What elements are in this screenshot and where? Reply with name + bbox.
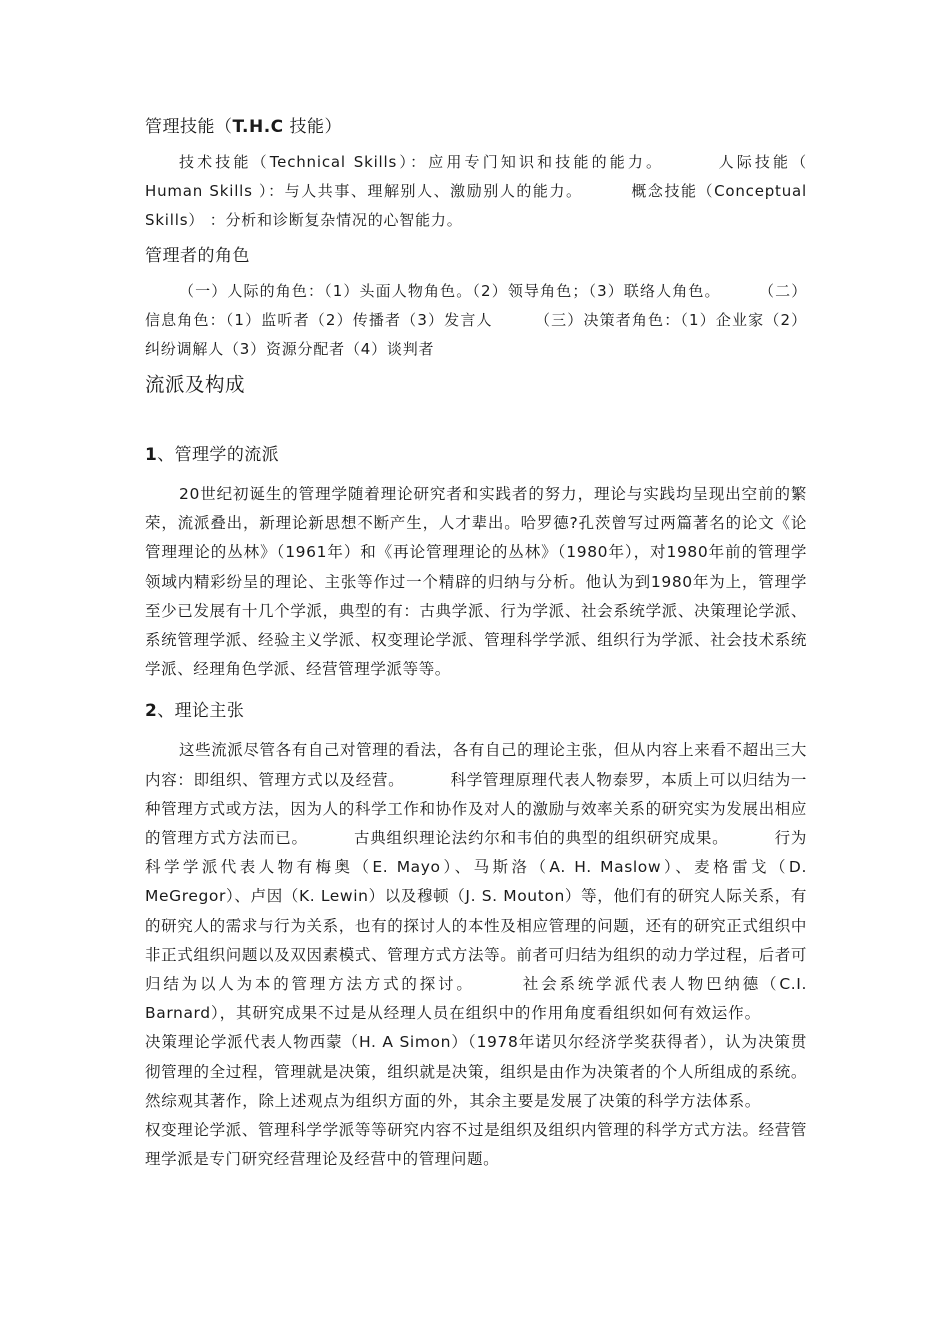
- theories-sentence-2: 科学管理原理代表人物泰罗，本质上可以归结为一种管理方式或方法，因为人的科学工作和协作及对人的激励与效率关系的研究实为发展出相应的管理方式方法而已。: [145, 770, 808, 848]
- heading-skills-bold: T.H.C: [232, 117, 284, 137]
- heading-schools-sub2: [145, 696, 807, 726]
- sub2-number: 2: [145, 701, 158, 722]
- heading-skills-prefix: 管理技能（: [145, 117, 233, 137]
- human-skills-text: 人际技能（ Human Skills ）：与人共事、理解别人、激励别人的能力。: [145, 153, 807, 200]
- paragraph-theories: [145, 736, 807, 1174]
- theories-sentence-4: 行为科学学派代表人物有梅奥（E. Mayo）、马斯洛（A. H. Maslow）、麦格雷戈（D. MeGregor）、卢因（K. Lewin）以及穆顿（J. S. Mouton）等，他们有的研究人际关系，有的研究人的需求与行为关系，也有的探讨人的本性及相应管理的问题，还有的研究正式组织中非正式组织问题以及双因素模式、管理方式方法等。前者可归结为组织的动力学过程，后者可归结为以人为本的管理方法方式的探讨。: [145, 829, 807, 994]
- theories-sentence-1: 这些流派尽管各有自己对管理的看法，各有自己的理论主张，但从内容上来看不超出三大内容：即组织、管理方式以及经营。: [145, 741, 807, 789]
- informational-roles-text: （二）信息角色：（1）监听者（2）传播者（3）发言人: [145, 282, 807, 329]
- decisional-roles-text: （三）决策者角色：（1）企业家（2）纠纷调解人（3）资源分配者（4）谈判者: [145, 311, 807, 358]
- technical-skills-text: 技术技能（Technical Skills）：应用专门知识和技能的能力。: [179, 153, 665, 171]
- theories-sentence-5: 社会系统学派代表人物巴纳德（C.I. Barnard），其研究成果不过是从经理人员在组织中的作用角度看组织如何有效运作。: [145, 975, 807, 1023]
- document-content: [145, 112, 807, 1186]
- theories-sentence-6: 决策理论学派代表人物西蒙（H. A Simon）（1978年诺贝尔经济学奖获得者），认为决策贯彻管理的全过程，管理就是决策，组织就是决策，组织是由作为决策者的个人所组成的系统。然综观其著作，除上述观点为组织方面的外，其余主要是发展了决策的科学方法体系。: [145, 1033, 807, 1110]
- heading-manager-roles: 管理者的角色: [145, 246, 250, 266]
- heading-schools: 流派及构成: [145, 373, 246, 396]
- interpersonal-roles-text: （一）人际的角色：（1）头面人物角色。（2）领导角色；（3）联络人角色。: [179, 282, 721, 300]
- theories-sentence-7: 权变理论学派、管理科学学派等等研究内容不过是组织及组织内管理的科学方式方法。经营管理学派是专门研究经营理论及经营中的管理问题。: [145, 1121, 807, 1169]
- sub1-title: 、管理学的流派: [157, 445, 280, 465]
- paragraph-skills: [145, 148, 807, 235]
- heading-management-skills: [145, 112, 807, 142]
- paragraph-roles: [145, 277, 807, 364]
- heading-skills-suffix: 技能）: [283, 117, 343, 137]
- theories-sentence-3: 古典组织理论法约尔和韦伯的典型的组织研究成果。: [353, 829, 729, 848]
- sub2-title: 、理论主张: [157, 701, 245, 722]
- sub1-number: 1: [145, 445, 158, 465]
- heading-schools-sub1: [145, 440, 807, 470]
- paragraph-schools: 20世纪初诞生的管理学随着理论研究者和实践者的努力，理论与实践均呈现出空前的繁荣，流派叠出，新理论新思想不断产生，人才辈出。哈罗德?孔茨曾写过两篇著名的论文《论管理理论的丛林》（1961年）和《再论管理理论的丛林》（1980年），对1980年前的管理学领域内精彩纷呈的理论、主张等作过一个精辟的归纳与分析。他认为到1980年为上，管理学至少已发展有十几个学派，典型的有：古典学派、行为学派、社会系统学派、决策理论学派、系统管理学派、经验主义学派、权变理论学派、管理科学学派、组织行为学派、社会技术系统学派、经理角色学派、经营管理学派等等。: [145, 485, 807, 679]
- conceptual-skills-text: 概念技能（Conceptual Skills） ：分析和诊断复杂情况的心智能力。: [145, 182, 808, 229]
